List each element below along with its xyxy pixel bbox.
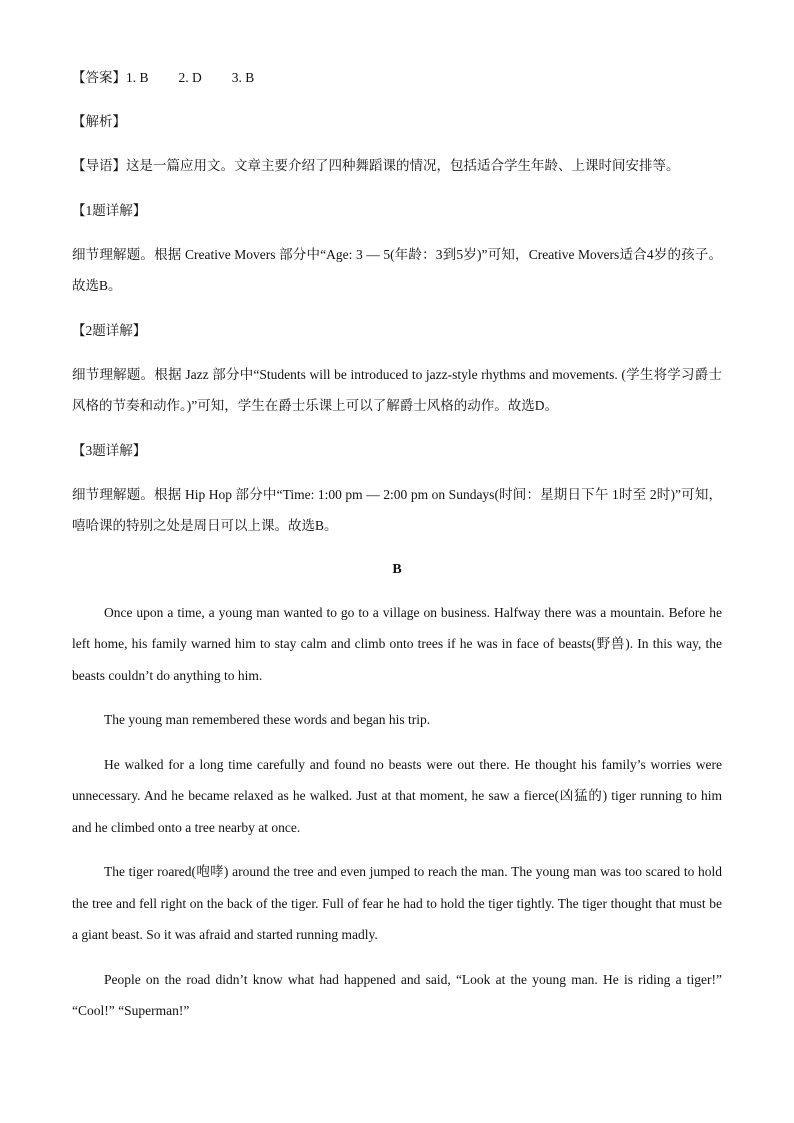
answer-item-3: 3. B <box>231 70 255 85</box>
q3-heading: 【3题详解】 <box>72 442 147 458</box>
q1-heading: 【1题详解】 <box>72 202 147 218</box>
story-paragraph-4: The tiger roared(咆哮) around the tree and even jumped to reach the man. The young man was too scared to hold the tree and fell right on the back of the tiger. Full of fear he had to hold the tiger tightly. The tiger thought that must be a giant beast. So it was afraid and started running madly. <box>72 864 722 942</box>
q3-explanation: 细节理解题。根据 Hip Hop 部分中“Time: 1:00 pm — 2:00 pm on Sundays(时间：星期日下午 1时至 2时)”可知，嘻哈课的特别之处是周日可以上课。故选B。 <box>72 486 722 533</box>
story-paragraph-5: People on the road didn’t know what had happened and said, “Look at the young man. He is riding a tiger!” “Cool!” “Superman!” <box>72 971 722 1018</box>
q2-explanation: 细节理解题。根据 Jazz 部分中“Students will be introduced to jazz-style rhythms and movements. (学生将学习爵士风格的节奏和动作。)”可知，学生在爵士乐课上可以了解爵士风格的动作。故选D。 <box>72 366 722 413</box>
document-page <box>72 62 722 1027</box>
answer-line <box>72 62 722 93</box>
section-title: B <box>392 561 402 577</box>
q2-heading: 【2题详解】 <box>72 322 147 338</box>
story-paragraph-2: The young man remembered these words and began his trip. <box>104 712 431 727</box>
answer-item-1: 1. B <box>126 70 149 85</box>
q1-explanation: 细节理解题。根据 Creative Movers 部分中“Age: 3 — 5(年龄：3到5岁)”可知，Creative Movers适合4岁的孩子。故选B。 <box>72 246 722 293</box>
analysis-label: 【解析】 <box>72 114 126 129</box>
story-paragraph-3: He walked for a long time carefully and found no beasts were out there. He thought his family’s worries were unnecessary. And he became relaxed as he walked. Just at that moment, he saw a fierce(凶猛的) tiger running to him and he climbed onto a tree nearby at once. <box>72 756 722 835</box>
story-paragraph-1: Once upon a time, a young man wanted to go to a village on business. Halfway there was a mountain. Before he left home, his family warned him to stay calm and climb onto trees if he was in face of beasts(野兽). In this way, the beasts couldn’t do anything to him. <box>72 604 722 683</box>
intro-paragraph: 【导语】这是一篇应用文。文章主要介绍了四种舞蹈课的情况，包括适合学生年龄、上课时间安排等。 <box>72 158 680 173</box>
answer-label: 【答案】 <box>72 70 126 85</box>
answer-item-2: 2. D <box>178 70 202 85</box>
